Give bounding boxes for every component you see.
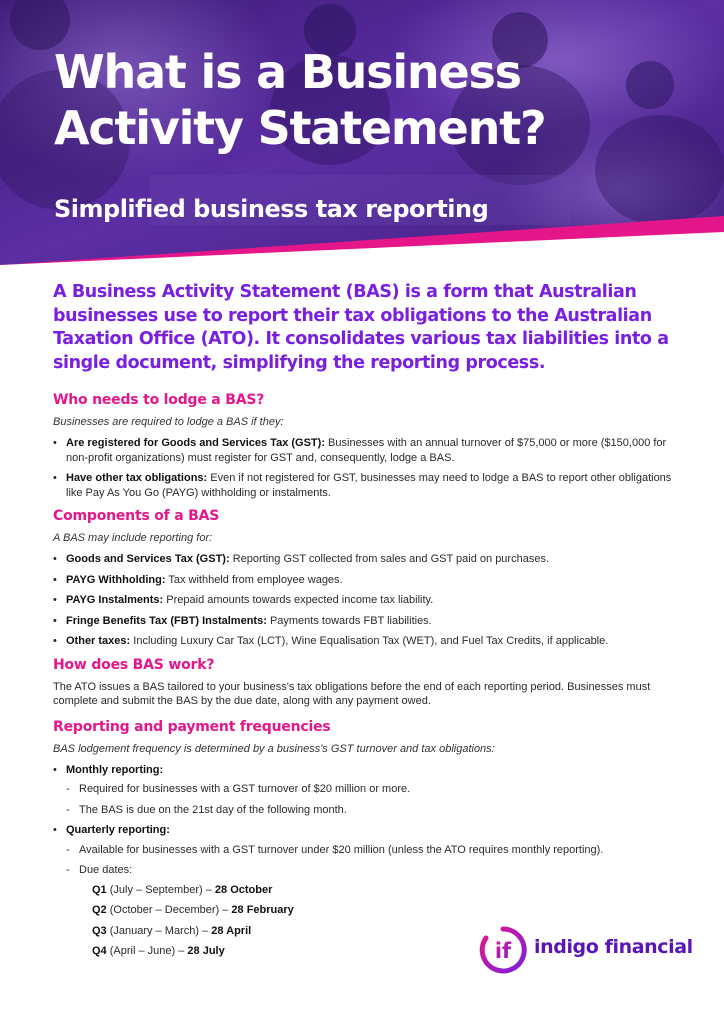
item-term: Other taxes: [66,635,131,647]
section-reporting [53,718,678,959]
item-term: Monthly reporting: [66,763,164,776]
intro-paragraph: A Business Activity Statement (BAS) is a form that Australian businesses use to report their tax obligations to the Australian Taxation Office (ATO). It consolidates various tax liabilities into a single document, simplifying the reporting process. [53,282,669,373]
list-item [53,436,678,465]
section-components [53,507,678,649]
quarter-label: Q3 [92,924,107,937]
item-text: Even if not registered for GST, businesses may need to lodge a BAS to report other obligations like Pay As You Go (PAYG) withholding or instalments. [66,472,672,499]
item-term: Are registered for Goods and Services Tax (GST): [66,437,325,449]
bullet-list [53,436,678,500]
quarter-due-date: 28 July [187,945,225,957]
page-title [54,44,694,156]
main-content [53,281,678,966]
item-text: Reporting GST collected from sales and GST paid on purchases. [232,553,550,565]
section-heading: Who needs to lodge a BAS? [53,392,265,408]
quarter-range: (January – March) – [109,924,209,937]
section-how [53,656,678,709]
item-term: Goods and Services Tax (GST): [66,553,230,565]
item-text: Payments towards FBT liabilities. [269,614,432,627]
sub-list-item: - The BAS is due on the 21st day of the following month. [66,803,678,818]
section-lead: Businesses are required to lodge a BAS if they: [53,416,284,428]
quarter-label: Q1 [92,883,107,896]
list-item [53,614,678,629]
item-text: Prepaid amounts towards expected income tax liability. [166,594,434,606]
item-term: Have other tax obligations: [66,472,208,484]
quarter-due-date: 28 February [231,904,294,916]
quarter-label: Q4 [92,945,107,957]
bullet-list [53,552,678,649]
section-lead: BAS lodgement frequency is determined by a business's GST turnover and tax obligations: [53,742,495,755]
item-text: Including Luxury Car Tax (LCT), Wine Equalisation Tax (WET), and Fuel Tax Credits, if applicable. [133,635,609,647]
quarter-range: (October – December) – [109,904,229,916]
quarter-label: Q2 [92,904,107,916]
quarter-range: (April – June) – [109,945,185,957]
due-date-row [92,883,678,898]
list-item [53,471,678,500]
list-item-monthly [53,763,678,818]
section-paragraph: The ATO issues a BAS tailored to your business's tax obligations before the end of each reporting period. Businesses must complete and submit the BAS by the due date, along with any payment owed. [53,680,651,707]
title-line-2: Activity Statement? [54,101,546,155]
sub-list-item: - Required for businesses with a GST turnover of $20 million or more. [66,782,678,797]
page-subtitle: Simplified business tax reporting [54,195,489,223]
list-item [53,573,678,588]
item-term: PAYG Withholding: [66,573,166,586]
title-line-1: What is a Business [54,45,521,99]
quarter-range: (July – September) – [109,883,212,896]
section-heading: Reporting and payment frequencies [53,718,331,735]
hero-banner [0,0,724,265]
item-term: PAYG Instalments: [66,594,164,606]
logo-text: indigo financial [534,936,693,958]
quarter-due-date: 28 April [211,924,252,937]
list-item [53,634,678,649]
item-text: Businesses with an annual turnover of $75,000 or more ($150,000 for non-profit organizations) must register for GST and, consequently, lodge a BAS. [66,437,667,464]
item-term: Quarterly reporting: [66,824,170,836]
sub-list [66,782,678,817]
section-who [53,391,678,500]
quarter-due-date: 28 October [214,883,273,896]
section-heading: How does BAS work? [53,656,215,673]
logo-mark-icon [478,925,528,975]
logo-mark-text: if [494,939,512,963]
list-item [53,552,678,567]
sub-list-item: - Available for businesses with a GST turnover under $20 million (unless the ATO requires monthly reporting). [66,843,678,858]
section-lead: A BAS may include reporting for: [53,532,213,544]
due-date-row [92,903,678,918]
due-dates-label: Due dates: [79,864,133,876]
list-item [53,593,678,608]
brand-logo [478,925,693,977]
item-term: Fringe Benefits Tax (FBT) Instalments: [66,614,267,627]
section-heading: Components of a BAS [53,508,220,524]
item-text: Tax withheld from employee wages. [168,573,343,586]
